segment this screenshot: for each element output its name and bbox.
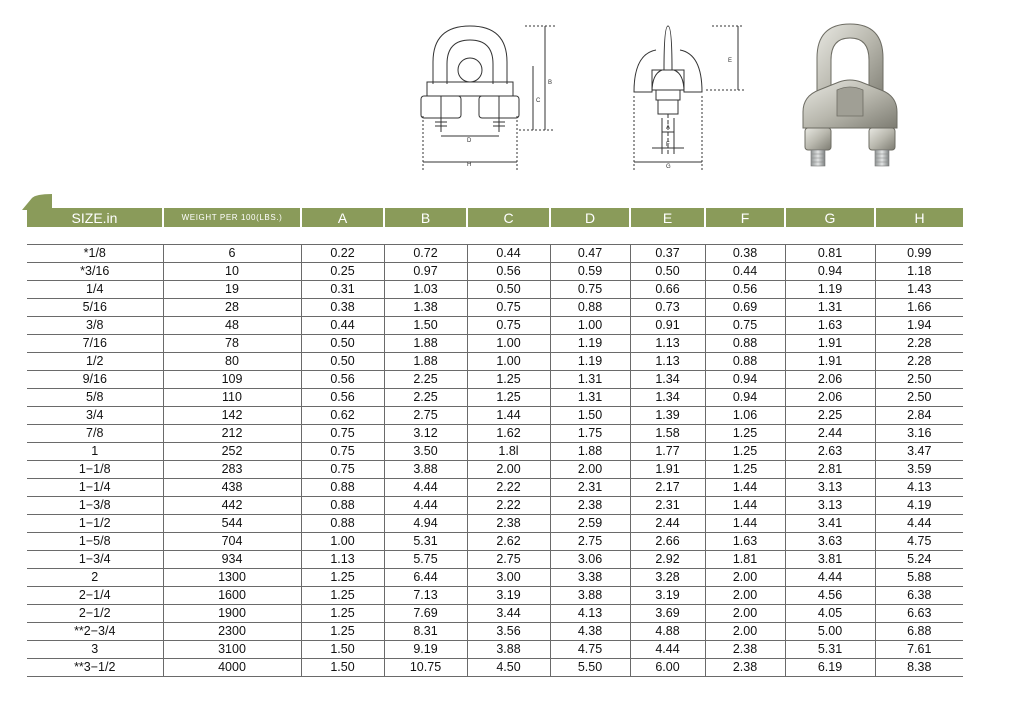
cell-weight: 1600 [163,587,301,605]
cell-e: 0.91 [630,317,705,335]
cell-b: 6.44 [384,569,467,587]
cell-b: 5.31 [384,533,467,551]
table-row [27,515,963,533]
cell-c: 1.25 [467,371,550,389]
table-row [27,371,963,389]
cell-weight: 704 [163,533,301,551]
cell-weight: 6 [163,245,301,263]
cell-weight: 4000 [163,659,301,677]
table-row [27,353,963,371]
cell-c: 3.00 [467,569,550,587]
cell-e: 1.91 [630,461,705,479]
cell-d: 3.88 [550,587,630,605]
cell-g: 3.63 [785,533,875,551]
cell-size: **3−1/2 [27,659,163,677]
cell-size: 1−1/4 [27,479,163,497]
cell-d: 2.31 [550,479,630,497]
table-header-row [27,208,963,227]
cell-f: 1.25 [705,461,785,479]
cell-h: 2.84 [875,407,963,425]
table-row [27,569,963,587]
cell-d: 0.47 [550,245,630,263]
cell-c: 0.75 [467,299,550,317]
cell-weight: 78 [163,335,301,353]
cell-h: 3.16 [875,425,963,443]
front-view-diagram [622,22,752,172]
cell-h: 5.88 [875,569,963,587]
cell-a: 1.25 [301,569,384,587]
cell-g: 2.06 [785,371,875,389]
cell-e: 4.88 [630,623,705,641]
cell-f: 1.06 [705,407,785,425]
cell-weight: 142 [163,407,301,425]
cell-weight: 1300 [163,569,301,587]
table-row [27,443,963,461]
cell-e: 2.66 [630,533,705,551]
cell-d: 3.38 [550,569,630,587]
cell-d: 0.88 [550,299,630,317]
cell-size: 3/4 [27,407,163,425]
cell-d: 1.31 [550,389,630,407]
cell-d: 1.88 [550,443,630,461]
dimension-label-h: H [467,162,472,168]
column-header-size: SIZE.in [27,208,163,227]
cell-b: 3.12 [384,425,467,443]
cell-size: *3/16 [27,263,163,281]
cell-a: 1.25 [301,587,384,605]
cell-c: 3.88 [467,641,550,659]
cell-h: 2.50 [875,389,963,407]
cell-size: 1−1/2 [27,515,163,533]
cell-d: 1.75 [550,425,630,443]
cell-f: 0.88 [705,353,785,371]
cell-a: 0.31 [301,281,384,299]
cell-weight: 19 [163,281,301,299]
cell-a: 0.50 [301,353,384,371]
cell-c: 3.19 [467,587,550,605]
wire-rope-clip-photo [795,20,905,170]
cell-e: 0.66 [630,281,705,299]
cell-g: 2.44 [785,425,875,443]
cell-b: 2.25 [384,371,467,389]
cell-d: 2.38 [550,497,630,515]
dimension-figures [0,0,1020,190]
cell-e: 1.58 [630,425,705,443]
cell-c: 0.50 [467,281,550,299]
cell-h: 3.59 [875,461,963,479]
cell-a: 0.50 [301,335,384,353]
cell-weight: 1900 [163,605,301,623]
cell-b: 1.88 [384,335,467,353]
cell-g: 3.13 [785,497,875,515]
cell-f: 0.94 [705,371,785,389]
dimension-label-b: B [548,80,553,86]
cell-g: 1.19 [785,281,875,299]
cell-size: 1−3/8 [27,497,163,515]
column-header-c: C [467,208,550,227]
cell-a: 0.75 [301,461,384,479]
cell-weight: 442 [163,497,301,515]
cell-size: 2−1/4 [27,587,163,605]
table-row [27,299,963,317]
cell-h: 1.66 [875,299,963,317]
cell-size: *1/8 [27,245,163,263]
column-header-a: A [301,208,384,227]
column-header-e: E [630,208,705,227]
cell-b: 2.25 [384,389,467,407]
cell-size: 3 [27,641,163,659]
cell-f: 0.94 [705,389,785,407]
cell-weight: 934 [163,551,301,569]
cell-d: 1.50 [550,407,630,425]
table-row [27,425,963,443]
column-header-b: B [384,208,467,227]
cell-a: 1.13 [301,551,384,569]
cell-a: 1.25 [301,623,384,641]
cell-size: 1/4 [27,281,163,299]
cell-weight: 252 [163,443,301,461]
cell-e: 1.39 [630,407,705,425]
cell-c: 4.50 [467,659,550,677]
cell-a: 0.88 [301,479,384,497]
cell-h: 4.44 [875,515,963,533]
table-row [27,605,963,623]
cell-g: 1.31 [785,299,875,317]
column-header-d: D [550,208,630,227]
table-row [27,461,963,479]
column-header-g: G [785,208,875,227]
cell-f: 2.00 [705,569,785,587]
cell-b: 4.94 [384,515,467,533]
cell-size: 1−1/8 [27,461,163,479]
wire-rope-clip-spec-table [27,208,963,677]
cell-f: 1.44 [705,497,785,515]
cell-g: 2.63 [785,443,875,461]
cell-e: 3.28 [630,569,705,587]
table-row [27,335,963,353]
cell-h: 4.75 [875,533,963,551]
table-row [27,407,963,425]
cell-b: 5.75 [384,551,467,569]
cell-d: 1.00 [550,317,630,335]
cell-g: 3.13 [785,479,875,497]
cell-a: 0.22 [301,245,384,263]
cell-h: 6.63 [875,605,963,623]
cell-f: 2.38 [705,641,785,659]
cell-b: 1.03 [384,281,467,299]
cell-d: 4.75 [550,641,630,659]
cell-h: 4.19 [875,497,963,515]
cell-g: 6.19 [785,659,875,677]
cell-size: 5/8 [27,389,163,407]
cell-b: 4.44 [384,479,467,497]
cell-a: 0.38 [301,299,384,317]
cell-g: 3.41 [785,515,875,533]
table-row [27,623,963,641]
cell-f: 2.38 [705,659,785,677]
cell-size: 3/8 [27,317,163,335]
cell-h: 7.61 [875,641,963,659]
cell-f: 2.00 [705,605,785,623]
cell-c: 2.22 [467,497,550,515]
cell-f: 0.56 [705,281,785,299]
cell-h: 8.38 [875,659,963,677]
dimension-label-a: A [666,125,671,131]
cell-e: 1.13 [630,335,705,353]
cell-size: 1/2 [27,353,163,371]
cell-d: 3.06 [550,551,630,569]
cell-weight: 2300 [163,623,301,641]
cell-f: 0.88 [705,335,785,353]
cell-d: 5.50 [550,659,630,677]
cell-f: 1.25 [705,443,785,461]
cell-f: 0.44 [705,263,785,281]
cell-g: 2.81 [785,461,875,479]
cell-e: 2.44 [630,515,705,533]
cell-weight: 80 [163,353,301,371]
cell-e: 0.73 [630,299,705,317]
cell-b: 1.50 [384,317,467,335]
cell-c: 2.62 [467,533,550,551]
cell-d: 2.00 [550,461,630,479]
cell-a: 0.44 [301,317,384,335]
cell-c: 2.00 [467,461,550,479]
cell-d: 1.31 [550,371,630,389]
cell-d: 1.19 [550,353,630,371]
table-row [27,389,963,407]
cell-weight: 110 [163,389,301,407]
cell-g: 0.94 [785,263,875,281]
cell-c: 1.00 [467,335,550,353]
cell-g: 4.44 [785,569,875,587]
cell-b: 8.31 [384,623,467,641]
cell-d: 4.13 [550,605,630,623]
cell-h: 2.28 [875,335,963,353]
cell-a: 0.25 [301,263,384,281]
cell-f: 0.75 [705,317,785,335]
cell-size: 7/8 [27,425,163,443]
cell-c: 0.44 [467,245,550,263]
cell-e: 4.44 [630,641,705,659]
cell-c: 2.75 [467,551,550,569]
cell-c: 0.56 [467,263,550,281]
cell-b: 10.75 [384,659,467,677]
cell-c: 1.8l [467,443,550,461]
dimension-label-g: G [666,164,671,170]
column-header-weight: WEIGHT PER 100(LBS.) [163,208,301,227]
cell-e: 2.17 [630,479,705,497]
cell-size: 1−5/8 [27,533,163,551]
cell-a: 0.56 [301,371,384,389]
cell-size: 7/16 [27,335,163,353]
cell-c: 0.75 [467,317,550,335]
table-row [27,641,963,659]
cell-g: 1.91 [785,353,875,371]
table-row [27,551,963,569]
cell-g: 1.91 [785,335,875,353]
cell-c: 1.00 [467,353,550,371]
cell-h: 5.24 [875,551,963,569]
cell-f: 1.44 [705,479,785,497]
dimension-label-d: D [467,138,472,144]
cell-h: 0.99 [875,245,963,263]
cell-b: 7.13 [384,587,467,605]
cell-weight: 3100 [163,641,301,659]
cell-size: 2−1/2 [27,605,163,623]
cell-a: 0.88 [301,515,384,533]
cell-f: 1.63 [705,533,785,551]
cell-f: 2.00 [705,623,785,641]
cell-g: 2.25 [785,407,875,425]
column-header-h: H [875,208,963,227]
cell-e: 1.34 [630,371,705,389]
cell-c: 1.62 [467,425,550,443]
cell-size: 2 [27,569,163,587]
cell-f: 1.44 [705,515,785,533]
table-row [27,479,963,497]
cell-b: 4.44 [384,497,467,515]
cell-d: 1.19 [550,335,630,353]
cell-h: 6.38 [875,587,963,605]
cell-e: 1.34 [630,389,705,407]
cell-e: 0.37 [630,245,705,263]
cell-e: 3.69 [630,605,705,623]
dimension-label-e: E [728,58,733,64]
dimension-label-c: C [536,98,541,104]
cell-b: 1.38 [384,299,467,317]
cell-h: 4.13 [875,479,963,497]
cell-size: 1−3/4 [27,551,163,569]
table-row [27,533,963,551]
table-row [27,587,963,605]
cell-a: 0.56 [301,389,384,407]
cell-c: 2.22 [467,479,550,497]
cell-b: 7.69 [384,605,467,623]
cell-a: 0.88 [301,497,384,515]
cell-weight: 438 [163,479,301,497]
cell-g: 4.56 [785,587,875,605]
cell-g: 2.06 [785,389,875,407]
cell-e: 2.31 [630,497,705,515]
table-row [27,281,963,299]
cell-h: 6.88 [875,623,963,641]
table-row [27,659,963,677]
cell-weight: 10 [163,263,301,281]
cell-g: 5.00 [785,623,875,641]
cell-h: 1.43 [875,281,963,299]
cell-e: 0.50 [630,263,705,281]
cell-a: 1.50 [301,659,384,677]
cell-e: 1.77 [630,443,705,461]
cell-d: 2.75 [550,533,630,551]
cell-d: 2.59 [550,515,630,533]
cell-b: 3.88 [384,461,467,479]
dimension-label-f: F [666,142,670,148]
cell-a: 1.25 [301,605,384,623]
cell-f: 2.00 [705,587,785,605]
cell-g: 3.81 [785,551,875,569]
cell-f: 0.69 [705,299,785,317]
cell-weight: 212 [163,425,301,443]
table-row [27,497,963,515]
cell-g: 0.81 [785,245,875,263]
column-header-f: F [705,208,785,227]
cell-a: 0.75 [301,443,384,461]
cell-a: 1.00 [301,533,384,551]
cell-f: 1.25 [705,425,785,443]
cell-weight: 28 [163,299,301,317]
cell-c: 3.44 [467,605,550,623]
cell-weight: 544 [163,515,301,533]
cell-c: 1.25 [467,389,550,407]
cell-size: 5/16 [27,299,163,317]
cell-size: 1 [27,443,163,461]
cell-a: 1.50 [301,641,384,659]
cell-c: 2.38 [467,515,550,533]
cell-c: 1.44 [467,407,550,425]
cell-b: 0.72 [384,245,467,263]
cell-c: 3.56 [467,623,550,641]
cell-d: 4.38 [550,623,630,641]
cell-g: 5.31 [785,641,875,659]
cell-f: 0.38 [705,245,785,263]
cell-weight: 283 [163,461,301,479]
cell-h: 1.18 [875,263,963,281]
cell-b: 0.97 [384,263,467,281]
cell-h: 3.47 [875,443,963,461]
cell-e: 1.13 [630,353,705,371]
cell-size: **2−3/4 [27,623,163,641]
table-row [27,245,963,263]
cell-e: 6.00 [630,659,705,677]
cell-weight: 48 [163,317,301,335]
cell-b: 3.50 [384,443,467,461]
cell-h: 2.50 [875,371,963,389]
cell-a: 0.75 [301,425,384,443]
side-view-diagram [415,20,555,172]
cell-b: 9.19 [384,641,467,659]
cell-e: 3.19 [630,587,705,605]
cell-g: 4.05 [785,605,875,623]
cell-e: 2.92 [630,551,705,569]
cell-h: 2.28 [875,353,963,371]
cell-d: 0.75 [550,281,630,299]
cell-size: 9/16 [27,371,163,389]
cell-f: 1.81 [705,551,785,569]
table-body [27,245,963,677]
cell-a: 0.62 [301,407,384,425]
table-row [27,263,963,281]
cell-h: 1.94 [875,317,963,335]
cell-b: 1.88 [384,353,467,371]
cell-d: 0.59 [550,263,630,281]
cell-g: 1.63 [785,317,875,335]
cell-weight: 109 [163,371,301,389]
cell-b: 2.75 [384,407,467,425]
table-row [27,317,963,335]
